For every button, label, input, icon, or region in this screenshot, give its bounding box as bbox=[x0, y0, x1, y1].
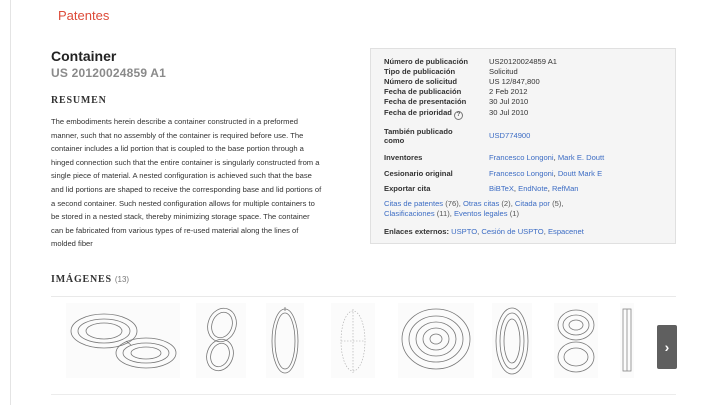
info-label: Exportar cita bbox=[384, 184, 431, 193]
classifications-link[interactable]: Clasificaciones bbox=[384, 209, 435, 218]
patent-drawing-thumbnail-5[interactable] bbox=[398, 303, 474, 378]
patent-drawing-thumbnail-1[interactable] bbox=[66, 303, 180, 378]
uspto-assignment-link[interactable]: Cesión de USPTO bbox=[481, 227, 544, 236]
inventor-link[interactable]: Mark E. Doutt bbox=[557, 153, 605, 162]
info-label-line: También publicado bbox=[384, 127, 453, 136]
info-label: Fecha de presentación bbox=[384, 97, 467, 106]
info-value: US 12/847,800 bbox=[489, 77, 540, 86]
export-endnote-link[interactable]: EndNote bbox=[518, 184, 548, 193]
info-value: Francesco Longoni, Mark E. Doutt bbox=[489, 153, 605, 162]
abstract-line: and lid portions are shaped to receive the corresponding base and lid portions of bbox=[51, 184, 322, 194]
info-label bbox=[384, 127, 488, 145]
images-count: (13) bbox=[114, 275, 130, 284]
info-label-text: Fecha de prioridad bbox=[384, 108, 452, 117]
patent-info-box bbox=[370, 48, 676, 244]
patent-citations-count: (76) bbox=[445, 199, 459, 208]
help-icon[interactable]: ? bbox=[454, 111, 463, 120]
abstract-line: manner, such that no assembly of the container is required before use. The bbox=[51, 130, 304, 140]
bottom-divider bbox=[51, 394, 676, 395]
images-divider bbox=[51, 296, 676, 297]
left-divider bbox=[10, 0, 11, 405]
info-value: Francesco Longoni, Doutt Mark E bbox=[489, 169, 603, 178]
other-citations-count: (2) bbox=[501, 199, 511, 208]
info-label: Fecha de publicación bbox=[384, 87, 462, 96]
info-label: Cesionario original bbox=[384, 169, 453, 178]
info-label: Tipo de publicación bbox=[384, 67, 456, 76]
publication-number-heading: US 20120024859 A1 bbox=[51, 66, 167, 80]
images-heading-text: IMÁGENES bbox=[51, 274, 112, 285]
assignee-link[interactable]: Doutt Mark E bbox=[557, 169, 603, 178]
abstract-line: molded fiber bbox=[51, 239, 93, 249]
cited-by-link[interactable]: Citada por bbox=[514, 199, 550, 208]
legal-events-count: (1) bbox=[509, 209, 519, 218]
info-value: 2 Feb 2012 bbox=[489, 87, 528, 96]
patent-citations-link[interactable]: Citas de patentes bbox=[384, 199, 444, 208]
info-value: BiBTeX, EndNote, RefMan bbox=[489, 184, 579, 193]
abstract-text bbox=[51, 115, 357, 251]
info-value: 30 Jul 2010 bbox=[489, 97, 529, 106]
also-published-link[interactable]: USD774900 bbox=[489, 131, 531, 140]
patent-drawing-thumbnail-6[interactable] bbox=[492, 303, 532, 378]
abstract-line: container includes a lid portion that is coupled to the base portion through a bbox=[51, 144, 304, 154]
classifications-count: (11) bbox=[436, 209, 450, 218]
info-label: Inventores bbox=[384, 153, 423, 162]
info-label bbox=[384, 108, 488, 120]
abstract-heading: RESUMEN bbox=[51, 95, 107, 106]
info-label: Número de solicitud bbox=[384, 77, 457, 86]
patent-drawing-thumbnail-3[interactable] bbox=[266, 303, 304, 378]
export-bibtex-link[interactable]: BiBTeX bbox=[489, 184, 514, 193]
info-value: Solicitud bbox=[489, 67, 518, 76]
patent-drawing-thumbnail-8[interactable] bbox=[620, 303, 634, 378]
citation-links-line: Citas de patentes (76), Otras citas (2), Citada por (5), bbox=[384, 199, 564, 208]
patent-drawing-thumbnail-4[interactable] bbox=[331, 303, 375, 378]
assignee-link[interactable]: Francesco Longoni bbox=[489, 169, 554, 178]
patent-drawing-thumbnail-2[interactable] bbox=[196, 303, 246, 378]
info-value: 30 Jul 2010 bbox=[489, 108, 529, 117]
brand-link[interactable]: Patentes bbox=[58, 8, 110, 23]
external-links-label: Enlaces externos: bbox=[384, 227, 449, 236]
abstract-line: single piece of material. A nested configuration is achieved such that the base bbox=[51, 171, 312, 181]
citation-links bbox=[384, 199, 666, 219]
info-label-line: como bbox=[384, 136, 405, 145]
abstract-line: a second container. Such nested configuration allows for multiple containers to bbox=[51, 198, 315, 208]
abstract-line: can be fabricated from various types of re-used material along the lines of bbox=[51, 225, 299, 235]
info-value: US20120024859 A1 bbox=[489, 57, 557, 66]
legal-events-link[interactable]: Eventos legales bbox=[453, 209, 508, 218]
cited-by-count: (5) bbox=[552, 199, 562, 208]
inventor-link[interactable]: Francesco Longoni bbox=[489, 153, 554, 162]
abstract-line: hinged connection such that the entire container is singularly constructed from a bbox=[51, 157, 320, 167]
info-label: Número de publicación bbox=[384, 57, 468, 66]
abstract-line: be stored in a nested stack, thereby minimizing storage space. The container bbox=[51, 212, 310, 222]
other-citations-link[interactable]: Otras citas bbox=[462, 199, 500, 208]
citation-links-line: Clasificaciones (11), Eventos legales (1) bbox=[384, 209, 519, 218]
patent-title: Container bbox=[51, 48, 117, 64]
uspto-link[interactable]: USPTO bbox=[451, 227, 478, 236]
next-images-button[interactable]: › bbox=[657, 325, 677, 369]
patent-drawing-thumbnail-7[interactable] bbox=[554, 303, 598, 378]
espacenet-link[interactable]: Espacenet bbox=[547, 227, 584, 236]
images-heading bbox=[51, 274, 129, 285]
external-links: Enlaces externos: USPTO, Cesión de USPTO, Espacenet bbox=[384, 227, 584, 236]
export-refman-link[interactable]: RefMan bbox=[551, 184, 579, 193]
abstract-line: The embodiments herein describe a container constructed in a preformed bbox=[51, 117, 298, 126]
